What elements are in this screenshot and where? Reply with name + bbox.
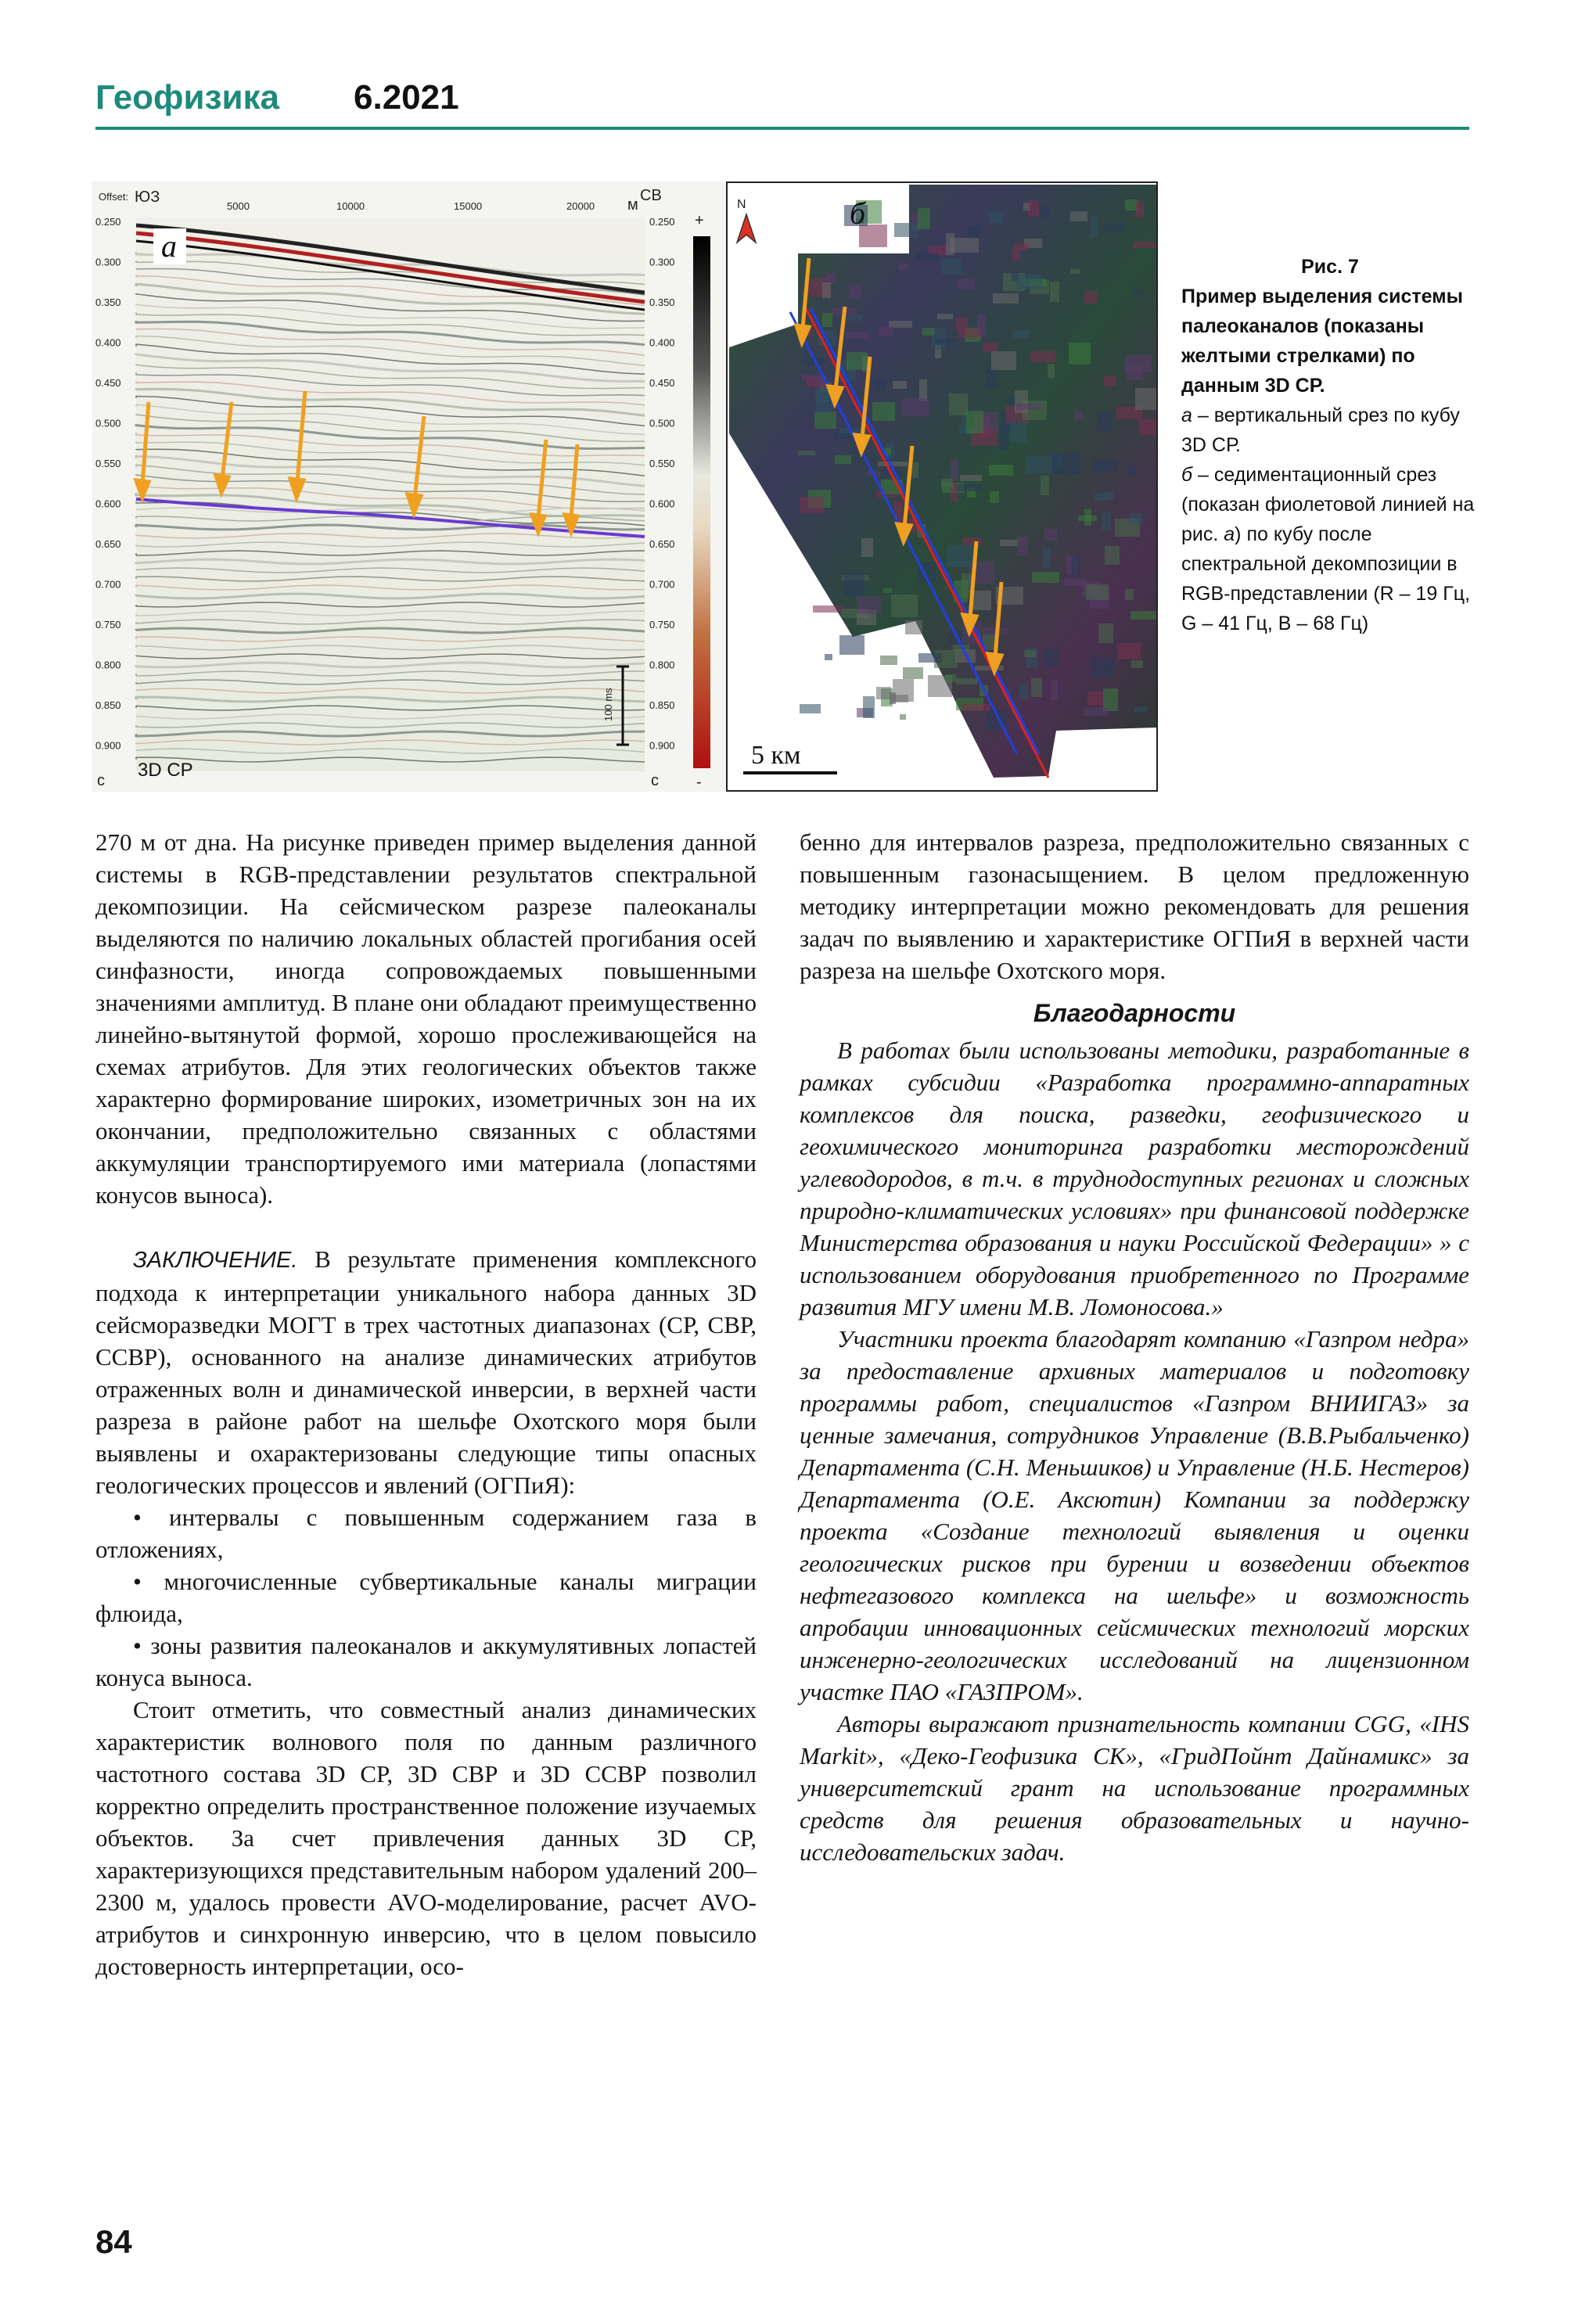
texture-patch (919, 379, 927, 401)
texture-patch (989, 211, 1003, 223)
caption-label: Рис. 7 (1301, 256, 1359, 278)
texture-patch (942, 258, 962, 275)
texture-patch (1091, 215, 1098, 237)
texture-patch (1051, 680, 1058, 700)
data-label-3dcp: 3D CP (138, 760, 193, 781)
direction-ne: СВ (640, 187, 662, 204)
texture-patch (1086, 584, 1109, 600)
texture-patch (1135, 388, 1156, 410)
texture-patch (1019, 684, 1028, 700)
texture-patch (987, 369, 997, 389)
caption-b-text2: ) по кубу после спектральной декомпозиции в RGB-представлении (R – 19 Гц, G – 41 Гц, B – 68 Гц) (1181, 523, 1471, 634)
texture-patch (900, 714, 906, 720)
texture-patch (1105, 546, 1120, 565)
texture-patch (1000, 426, 1008, 450)
y-tick-left: 0.900 (95, 739, 121, 752)
texture-patch (839, 635, 864, 655)
texture-patch (846, 332, 868, 339)
texture-patch (875, 379, 886, 390)
caption-b-ref: а (1224, 523, 1235, 545)
running-header (95, 78, 1469, 131)
x-tick-15000: 15000 (454, 200, 483, 212)
texture-patch (1026, 456, 1053, 473)
figure-caption (1181, 252, 1479, 638)
colorbar-minus: - (696, 774, 702, 791)
texture-patch (1043, 547, 1051, 568)
y-tick-left: 0.850 (95, 699, 121, 711)
texture-patch (1050, 282, 1059, 302)
y-tick-right: 0.500 (649, 417, 675, 429)
texture-patch (1103, 223, 1125, 232)
north-arrow-icon (737, 214, 756, 243)
texture-patch (1131, 660, 1143, 668)
y-tick-left: 0.450 (95, 377, 121, 389)
texture-patch (1087, 692, 1103, 706)
texture-patch (918, 653, 942, 663)
texture-patch (918, 208, 930, 229)
texture-patch (1012, 250, 1020, 261)
texture-patch (922, 328, 934, 336)
texture-patch (813, 605, 843, 613)
right-paragraph-1: бенно для интервалов разреза, предположительно связанных с повышенным газонасыщением. В целом предложенную методику интерпретации можно рекомендовать для решения задач по выявлению и характеристике ОГПиЯ в верхней части разреза на шельфе Охотского моря. (800, 828, 1469, 984)
texture-patch (956, 678, 978, 684)
texture-patch (951, 460, 958, 481)
texture-patch (1032, 572, 1059, 583)
texture-patch (991, 351, 1016, 370)
texture-patch (1044, 649, 1059, 667)
y-tick-left: 0.250 (95, 216, 121, 228)
texture-patch (1074, 411, 1083, 420)
texture-patch (1097, 412, 1113, 432)
seismic-image (136, 217, 645, 771)
texture-patch (1117, 643, 1141, 659)
texture-patch (955, 484, 983, 491)
conclusion-paragraph (95, 1243, 757, 1501)
texture-patch (1070, 211, 1087, 221)
right-column (800, 826, 1469, 1868)
texture-patch (1129, 513, 1143, 524)
y-tick-left: 0.800 (95, 659, 121, 671)
conclusion-lead: ЗАКЛЮЧЕНИЕ. (133, 1248, 298, 1273)
texture-patch (1051, 453, 1080, 474)
y-tick-right: 0.300 (649, 256, 675, 268)
y-tick-left: 0.400 (95, 336, 121, 349)
texture-patch (1030, 351, 1055, 362)
texture-patch (975, 666, 1004, 670)
texture-patch (1098, 623, 1113, 643)
texture-patch (857, 596, 881, 614)
y-tick-left: 0.300 (95, 256, 121, 268)
texture-patch (879, 326, 893, 336)
y-tick-left: 0.700 (95, 578, 121, 591)
texture-patch (1084, 707, 1108, 716)
y-tick-left: 0.650 (95, 538, 121, 550)
texture-patch (1072, 556, 1080, 575)
x-tick-5000: 5000 (227, 200, 250, 212)
texture-patch (1041, 207, 1050, 217)
texture-patch (993, 293, 1019, 304)
texture-patch (968, 225, 980, 239)
north-label: N (737, 198, 746, 211)
texture-patch (1095, 493, 1108, 501)
texture-patch (891, 595, 918, 617)
caption-part-a (1181, 401, 1479, 460)
texture-patch (1069, 343, 1091, 365)
y-tick-right: 0.850 (649, 699, 675, 711)
texture-patch (1012, 272, 1019, 281)
texture-patch (800, 704, 821, 713)
unit-label: м (627, 196, 638, 214)
texture-patch (822, 282, 831, 298)
texture-patch (962, 704, 990, 711)
y-tick-left: 0.550 (95, 458, 121, 469)
texture-patch (1016, 404, 1042, 410)
texture-patch (847, 352, 868, 370)
bottom-left-label: с (97, 772, 105, 789)
figure-a-seismic-section (92, 181, 730, 792)
texture-patch (1017, 537, 1028, 556)
y-tick-right: 0.700 (649, 578, 675, 591)
caption-b-letter: б (1181, 464, 1193, 486)
texture-patch (1134, 706, 1147, 712)
y-tick-left: 0.600 (95, 498, 121, 510)
texture-patch (825, 654, 832, 660)
texture-patch (1133, 242, 1156, 248)
caption-a-letter: а (1181, 404, 1192, 426)
y-tick-right: 0.350 (649, 296, 675, 308)
y-tick-right: 0.400 (649, 336, 675, 349)
y-tick-right: 0.600 (649, 498, 675, 510)
texture-patch (1139, 419, 1156, 435)
texture-patch (905, 620, 922, 634)
texture-patch (1044, 529, 1057, 541)
y-tick-left: 0.500 (95, 417, 121, 429)
texture-patch (872, 402, 895, 421)
y-tick-right: 0.800 (649, 659, 675, 671)
direction-sw: ЮЗ (135, 189, 160, 206)
caption-a-text: – вертикальный срез по кубу 3D СР. (1181, 404, 1460, 456)
texture-patch (1128, 465, 1135, 476)
texture-patch (903, 667, 923, 679)
texture-patch (863, 696, 875, 718)
texture-patch (956, 318, 968, 330)
texture-patch (960, 475, 982, 481)
caption-title: Пример выделения системы палеоканалов (показаны желтыми стрелками) по данным 3D СР. (1181, 286, 1464, 397)
texture-patch (966, 411, 983, 433)
left-column (95, 826, 757, 1982)
bullet-2: • многочисленные субвертикальные каналы миграции флюида, (95, 1568, 757, 1627)
texture-patch (1102, 512, 1111, 531)
rgb-map-graphic (728, 183, 1156, 790)
y-tick-left: 0.350 (95, 296, 121, 308)
texture-patch (899, 263, 908, 271)
texture-patch (1000, 540, 1018, 546)
texture-patch (902, 398, 929, 416)
texture-patch (915, 253, 938, 261)
y-tick-right: 0.900 (649, 739, 675, 752)
texture-patch (1084, 509, 1091, 526)
texture-patch (937, 314, 953, 319)
texture-patch (941, 479, 953, 487)
x-tick-10000: 10000 (336, 200, 365, 212)
ack-paragraph-3: Авторы выражают признательность компании CGG, «IHS Markit», «Деко-Геофизика СК», «ГридПойнт Дайнамикс» за университетский грант на использование программных средств для решения образовательных и научно-исследовательских задач. (800, 1710, 1469, 1866)
texture-patch (1031, 678, 1042, 697)
texture-patch (1028, 200, 1039, 217)
texture-patch (826, 273, 836, 284)
texture-patch (835, 455, 851, 464)
texture-patch (946, 561, 970, 567)
journal-title: Геофизика (95, 78, 280, 117)
texture-patch (1013, 243, 1029, 250)
texture-patch (1134, 290, 1143, 295)
figure-b-rgb-map (726, 181, 1158, 792)
texture-patch (1130, 611, 1156, 620)
bullet-1: • интервалы с повышенным содержанием газа в отложениях, (95, 1504, 757, 1563)
texture-patch (880, 656, 897, 665)
texture-patch (1070, 269, 1080, 274)
texture-patch (1015, 275, 1043, 289)
caption-part-b (1181, 460, 1479, 638)
texture-patch (977, 314, 986, 336)
texture-patch (844, 573, 864, 595)
left-paragraph-1: 270 м от дна. На рисунке приведен пример выделения данной системы в RGB-представлении результатов спектральной декомпозиции. На сейсмическом разрезе палеоканалы выделяются по наличию локальных областей прогибания осей синфазности, иногда сопровождаемых повышенными значениями амплитуд. В плане они обладают преимущественно линейно-вытянутой формой, хорошо прослеживающейся на схемах атрибутов. Для этих геологических объектов также характерно формирование широких, изометричных зон на их окончании, предположительно связанных с областями аккумуляции транспортируемого ими материала (лопастями конусов выноса). (95, 828, 757, 1209)
y-tick-right: 0.650 (649, 538, 675, 550)
texture-patch (814, 411, 836, 429)
map-scale-label: 5 км (751, 741, 801, 770)
texture-patch (1093, 459, 1118, 472)
left-paragraph-3: Стоит отметить, что совместный анализ динамических характеристик волнового поля по данным различного частотного состава 3D СР, 3D СВР и 3D ССВР позволил корректно определить пространственное положение изучаемых объектов. За счет привлечения данных 3D СР, характеризующихся представительным набором удалений 200–2300 м, удалось провести AVO-моделирование, расчет AVO-атрибутов и синхронную инверсию, что в целом повысило достоверность интерпретации, осо- (95, 1696, 757, 1980)
texture-patch (876, 687, 891, 699)
bullet-3: • зоны развития палеоканалов и аккумулятивных лопастей конуса выноса. (95, 1632, 757, 1691)
texture-patch (1104, 376, 1116, 386)
issue-number: 6.2021 (354, 78, 459, 117)
texture-patch (802, 375, 825, 380)
y-tick-right: 0.450 (649, 377, 675, 389)
texture-patch (894, 223, 918, 237)
texture-patch (1135, 201, 1144, 217)
colorbar (693, 236, 710, 768)
texture-patch (946, 233, 954, 255)
texture-patch (962, 537, 981, 545)
panel-letter-a: а (161, 228, 177, 264)
texture-patch (946, 674, 956, 682)
scale-bar-label: 100 ms (602, 688, 614, 721)
texture-patch (849, 285, 861, 299)
texture-patch (1048, 364, 1055, 378)
ack-paragraph-1: В работах были использованы методики, разработанные в рамках субсидии «Разработка программно-аппаратных комплексов для поиска, разведки, геофизического и геохимического мониторинга разработки месторождений углеводородов, в т.ч. в труднодоступных регионах и сложных природно-климатических условиях» при финансовой поддержке Министерства образования и науки Российской Федерации» » с использованием оборудования приобретенного по Программе развития МГУ имени М.В. Ломоносова.» (800, 1037, 1469, 1320)
caption-b-text1: – седиментационный срез (показан фиолетовой линией на рис. (1181, 464, 1475, 545)
texture-patch (893, 381, 907, 389)
texture-patch (1064, 579, 1087, 586)
texture-patch (983, 343, 997, 352)
texture-patch (990, 491, 999, 503)
panel-letter-b: б (850, 196, 866, 231)
texture-patch (1125, 589, 1134, 600)
texture-patch (1024, 650, 1036, 657)
texture-patch (845, 314, 862, 321)
y-tick-right: 0.550 (649, 458, 675, 469)
texture-patch (989, 465, 1013, 476)
page-number: 84 (95, 2223, 132, 2260)
texture-patch (958, 279, 975, 289)
texture-patch (800, 497, 824, 513)
offset-label: Offset: (99, 191, 129, 203)
texture-patch (798, 451, 815, 455)
texture-patch (935, 339, 955, 343)
texture-patch (1084, 291, 1098, 304)
texture-patch (1010, 422, 1027, 443)
x-tick-20000: 20000 (566, 200, 595, 212)
ack-paragraph-2: Участники проекта благодарят компанию «Газпром недра» за предоставление архивных материалов и подготовку программы работ, специалистов «Газпром ВНИИГАЗ» за ценные замечания, сотрудников Управление (В.В.Рыбальченко) Департамента (С.Н. Меньшиков) и Управление (Н.Б. Нестеров) Департамента (О.Е. Аксютин) Компании за поддержку проекта «Создание технологий выявления и оценки геологических рисков при бурении и возведении объектов нефтегазового комплекса на шельфе» и возможность апробации инновационных сейсмических технологий морских инженерно-геологических исследований на лицензионном участке ПАО «ГАЗПРОМ». (800, 1325, 1469, 1705)
texture-patch (822, 313, 832, 327)
texture-patch (1091, 658, 1116, 677)
texture-patch (1041, 476, 1049, 495)
texture-patch (972, 591, 991, 610)
bottom-right-label: с (651, 772, 659, 789)
texture-patch (892, 695, 908, 702)
texture-patch (861, 538, 873, 557)
conclusion-text: В результате применения комплексного подхода к интерпретации уникального набора данных 3D сейсморазведки МОГТ в трех частотных диапазонах (СР, СВР, ССВР), основанного на анализе динамических атрибутов отраженных волн и динамической инверсии, в верхней части разреза в районе работ на шельфе Охотского моря были выявлены и охарактеризованы следующие типы опасных геологических процессов и явлений (ОГПиЯ): (95, 1245, 757, 1499)
y-tick-right: 0.250 (649, 216, 675, 228)
y-tick-right: 0.750 (649, 619, 675, 631)
texture-patch (1012, 330, 1029, 338)
acknowledgements-title: Благодарности (1033, 999, 1236, 1027)
texture-patch (949, 393, 968, 415)
texture-patch (1125, 355, 1152, 372)
seismic-section-graphic (92, 181, 730, 792)
texture-patch (878, 462, 908, 466)
y-tick-left: 0.750 (95, 619, 121, 631)
texture-patch (883, 588, 892, 593)
header-rule (95, 127, 1469, 130)
colorbar-plus: + (695, 212, 704, 229)
